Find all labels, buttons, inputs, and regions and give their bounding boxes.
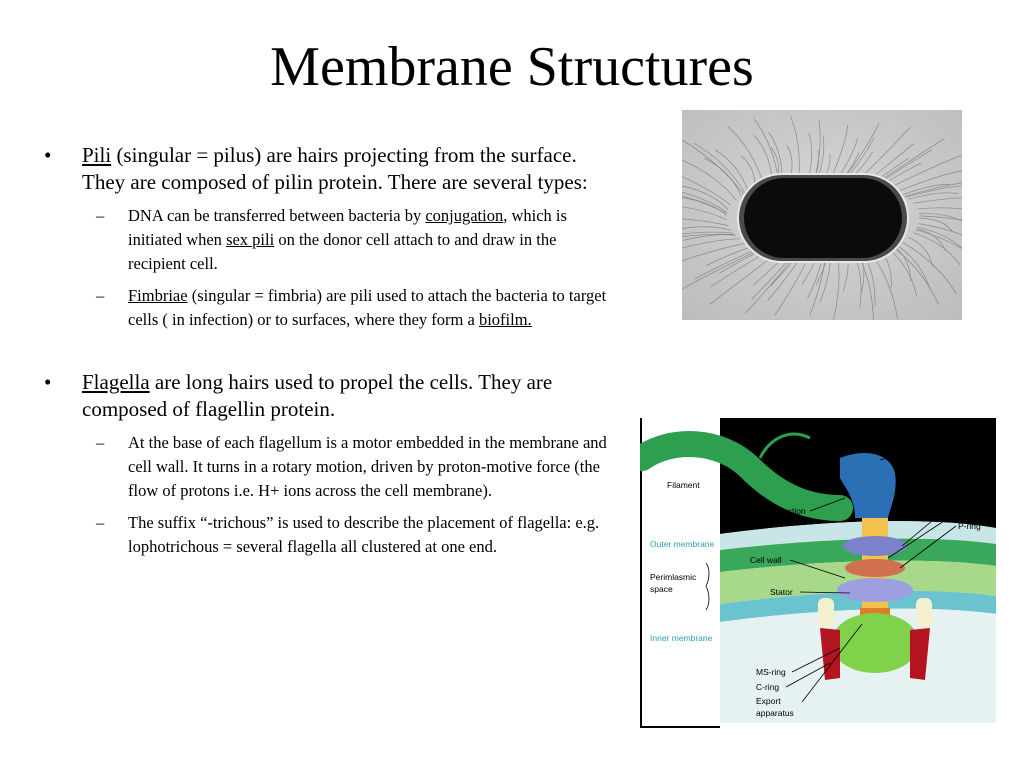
dash-marker: – [96, 206, 105, 225]
label-junction: Junction [774, 506, 806, 516]
label-rod: Rod [958, 508, 974, 518]
bullet-marker: • [44, 370, 52, 394]
term-conjugation: conjugation [425, 206, 504, 225]
bullet-pili [44, 142, 614, 196]
dash-marker: – [96, 513, 105, 532]
term-biofilm: biofilm. [478, 310, 532, 329]
label-hook: Hook [956, 435, 976, 445]
label-cell-wall: Cell wall [750, 555, 782, 565]
term-fimbriae: Fimbriae [128, 286, 188, 305]
label-periplasmic-space-1: Perimlasmic [650, 572, 697, 582]
sub-text: The suffix “-trichous” is used to describe the placement of flagella: e.g. lophotrichous = several flagella all clustered at one end. [128, 513, 600, 556]
label-c-ring: C-ring [756, 682, 780, 692]
bullet-flagella-text: are long hairs used to propel the cells. They are composed of flagellin protein. [82, 370, 553, 421]
sub-bullet-motor [44, 431, 614, 503]
label-filament: Filament [667, 480, 700, 490]
sub-text: DNA can be transferred between bacteria by [128, 206, 426, 225]
dash-marker: – [96, 286, 105, 305]
label-l-ring: L-ring [958, 496, 980, 506]
sub-text: At the base of each flagellum is a motor embedded in the membrane and cell wall. It turns in a rotary motion, driven by proton-motive force (the flow of protons i.e. H+ ions across the cell membrane). [128, 433, 607, 500]
sub-bullet-trichous [44, 511, 614, 559]
label-ms-ring: MS-ring [756, 667, 786, 677]
label-stator: Stator [770, 587, 793, 597]
sub-text: , which is initiated when [128, 206, 567, 249]
bullet-list [44, 142, 614, 559]
bullet-marker: • [44, 143, 52, 167]
sub-text: (singular = fimbria) are pili used to attach the bacteria to target cells ( in infection) or to surfaces, where they form a [128, 286, 607, 329]
sub-bullet-fimbriae [44, 284, 614, 332]
term-flagella: Flagella [82, 370, 150, 394]
bacterium-micrograph [682, 110, 962, 320]
label-inner-membrane: Inner membrane [650, 633, 713, 643]
label-periplasmic-space-2: space [650, 584, 673, 594]
label-p-ring: P-ring [958, 521, 981, 531]
bullet-pili-text: (singular = pilus) are hairs projecting from the surface. They are composed of pilin protein. There are several types: [82, 143, 588, 194]
bullet-flagella [44, 369, 614, 423]
sub-bullet-conjugation [44, 204, 614, 276]
term-pili: Pili [82, 143, 112, 167]
label-export-apparatus-2: apparatus [756, 708, 794, 718]
term-sex-pili: sex pili [226, 230, 275, 249]
label-outer-membrane: Outer membrane [650, 539, 715, 549]
dash-marker: – [96, 433, 105, 452]
slide-title: Membrane Structures [270, 36, 754, 98]
label-export-apparatus-1: Export [756, 696, 781, 706]
flagellum-diagram [640, 418, 996, 728]
sub-text: on the donor cell attach to and draw in the recipient cell. [128, 230, 557, 273]
